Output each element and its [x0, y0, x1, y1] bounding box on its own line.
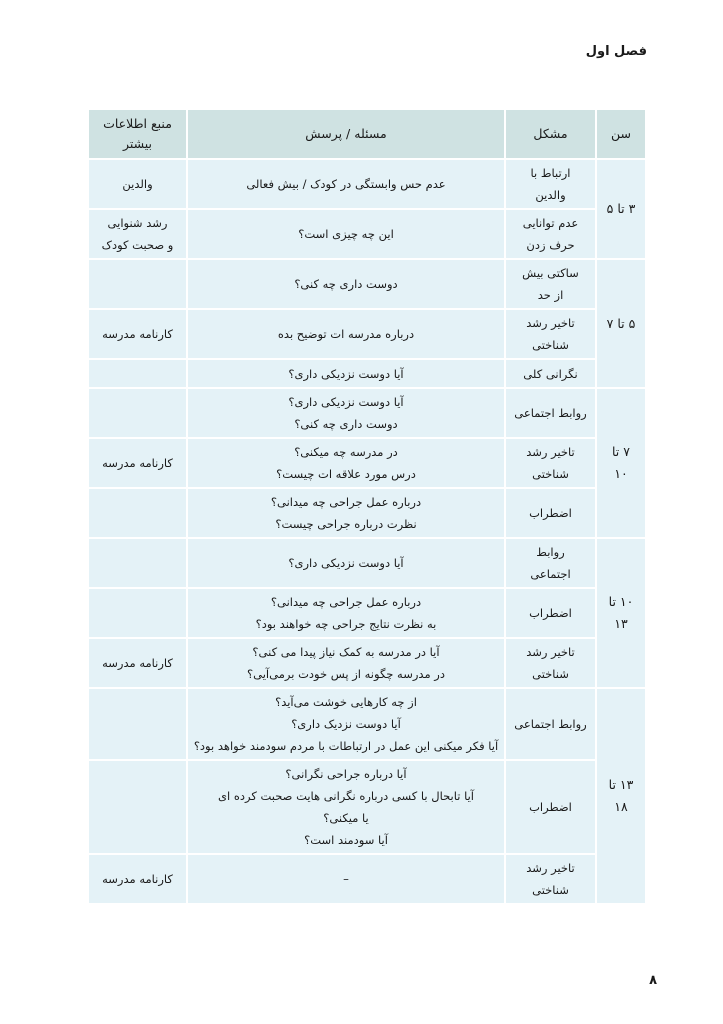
cell-line: به نظرت نتایج جراحی چه خواهند بود؟ — [255, 617, 437, 631]
source-cell — [88, 488, 187, 538]
cell-line: درس مورد علاقه ات چیست؟ — [276, 467, 416, 481]
cell-line: ۱۰ — [614, 466, 628, 481]
header-problem: مشکل — [505, 109, 596, 159]
table-row — [88, 388, 646, 438]
cell-line: کارنامه مدرسه — [102, 872, 173, 886]
cell-line: والدین — [122, 177, 153, 191]
age-cell — [596, 159, 646, 259]
cell-line: کارنامه مدرسه — [102, 327, 173, 341]
cell-line: کارنامه مدرسه — [102, 656, 173, 670]
cell-line: تاخیر رشد — [526, 316, 575, 330]
table-row — [88, 209, 646, 259]
cell-line: شناختی — [532, 883, 569, 897]
question-cell — [187, 588, 505, 638]
cell-line: تاخیر رشد — [526, 445, 575, 459]
question-cell — [187, 488, 505, 538]
cell-line: تاخیر رشد — [526, 645, 575, 659]
source-cell — [88, 438, 187, 488]
cell-line: و صحبت کودک — [101, 238, 174, 252]
source-cell — [88, 159, 187, 209]
cell-line: ارتباط با — [530, 166, 571, 180]
page-number: ۸ — [649, 973, 657, 988]
question-cell — [187, 209, 505, 259]
cell-line: اجتماعی — [530, 567, 571, 581]
cell-line: یا میکنی؟ — [323, 811, 369, 825]
cell-line: درباره عمل جراحی چه میدانی؟ — [270, 495, 422, 509]
cell-line: آیا تابحال با کسی درباره نگرانی هایت صحبت کرده ای — [217, 789, 475, 803]
problem-cell — [505, 438, 596, 488]
question-cell — [187, 309, 505, 359]
source-cell — [88, 760, 187, 854]
source-cell — [88, 259, 187, 309]
cell-line: حرف زدن — [526, 238, 575, 252]
cell-line: روابط — [536, 545, 565, 559]
cell-line: دوست داری چه کنی؟ — [294, 417, 398, 431]
source-cell — [88, 688, 187, 760]
header-question: مسئله / پرسش — [187, 109, 505, 159]
source-cell — [88, 588, 187, 638]
problem-cell — [505, 638, 596, 688]
cell-line: در مدرسه چگونه از پس خودت برمی‌آیی؟ — [247, 667, 445, 681]
cell-line: اضطراب — [529, 800, 572, 814]
cell-line: درباره عمل جراحی چه میدانی؟ — [270, 595, 422, 609]
cell-line: آیا فکر میکنی این عمل در ارتباطات با مردم سودمند خواهد بود؟ — [193, 739, 499, 753]
problem-cell — [505, 760, 596, 854]
problem-cell — [505, 488, 596, 538]
header-source — [88, 109, 187, 159]
cell-line: عدم حس وابستگی در کودک / بیش فعالی — [246, 177, 446, 191]
cell-line: اضطراب — [529, 606, 572, 620]
source-cell — [88, 388, 187, 438]
cell-line: رشد شنوایی — [107, 216, 168, 230]
age-guide-table — [87, 108, 647, 905]
question-cell — [187, 438, 505, 488]
cell-line: شناختی — [532, 467, 569, 481]
age-cell — [596, 688, 646, 904]
cell-line: ۱۸ — [614, 799, 628, 814]
cell-line: – — [343, 872, 349, 886]
source-cell — [88, 359, 187, 388]
table-row — [88, 638, 646, 688]
source-cell — [88, 209, 187, 259]
table-row — [88, 359, 646, 388]
cell-line: ۳ تا ۵ — [606, 201, 636, 216]
problem-cell — [505, 259, 596, 309]
source-cell — [88, 538, 187, 588]
cell-line: آیا دوست نزدیکی داری؟ — [288, 366, 404, 381]
source-cell — [88, 854, 187, 904]
cell-line: آیا دوست نزدیکی داری؟ — [288, 556, 404, 570]
question-cell — [187, 760, 505, 854]
age-cell — [596, 538, 646, 688]
table-body — [88, 159, 646, 904]
cell-line: تاخیر رشد — [526, 861, 575, 875]
table-row — [88, 438, 646, 488]
cell-line: روابط اجتماعی — [514, 406, 587, 420]
question-cell — [187, 259, 505, 309]
problem-cell — [505, 688, 596, 760]
cell-line: آیا سودمند است؟ — [304, 833, 388, 847]
cell-line: اضطراب — [529, 506, 572, 520]
problem-cell — [505, 588, 596, 638]
cell-line: شناختی — [532, 667, 569, 681]
table-row — [88, 488, 646, 538]
cell-line: آیا در مدرسه به کمک نیاز پیدا می کنی؟ — [252, 645, 440, 659]
problem-cell — [505, 388, 596, 438]
cell-line: ۱۳ تا — [608, 777, 634, 792]
age-cell — [596, 388, 646, 538]
cell-line: از چه کارهایی خوشت می‌آید؟ — [275, 695, 417, 709]
problem-cell — [505, 359, 596, 388]
cell-line: آیا دوست نزدیکی داری؟ — [288, 395, 404, 409]
header-source-line: منبع اطلاعات — [103, 116, 172, 131]
chapter-title: فصل اول — [585, 44, 647, 59]
cell-line: نگرانی کلی — [523, 366, 578, 381]
problem-cell — [505, 309, 596, 359]
problem-cell — [505, 854, 596, 904]
cell-line: روابط اجتماعی — [514, 717, 587, 731]
table-row — [88, 538, 646, 588]
table-row — [88, 588, 646, 638]
table-row — [88, 760, 646, 854]
question-cell — [187, 688, 505, 760]
cell-line: ۱۰ تا — [608, 594, 634, 609]
table-row — [88, 309, 646, 359]
question-cell — [187, 638, 505, 688]
cell-line: عدم توانایی — [522, 216, 579, 230]
cell-line: نظرت درباره جراحی چیست؟ — [275, 517, 417, 531]
cell-line: درباره مدرسه ات توضیح بده — [277, 327, 415, 341]
table-row — [88, 159, 646, 209]
problem-cell — [505, 159, 596, 209]
cell-line: این چه چیزی است؟ — [298, 227, 394, 241]
problem-cell — [505, 209, 596, 259]
question-cell — [187, 854, 505, 904]
question-cell — [187, 538, 505, 588]
source-cell — [88, 309, 187, 359]
cell-line: آیا درباره جراحی نگرانی؟ — [285, 767, 407, 781]
cell-line: ۷ تا — [612, 444, 630, 459]
cell-line: دوست داری چه کنی؟ — [294, 277, 398, 291]
cell-line: از حد — [537, 288, 564, 302]
cell-line: ۵ تا ۷ — [606, 315, 636, 331]
header-row — [88, 109, 646, 159]
cell-line: ساکتی بیش — [522, 266, 579, 280]
age-cell — [596, 259, 646, 388]
cell-line: والدین — [535, 188, 566, 202]
table-row — [88, 688, 646, 760]
header-source-line: بیشتر — [122, 136, 153, 151]
cell-line: شناختی — [532, 338, 569, 352]
cell-line: کارنامه مدرسه — [102, 456, 173, 470]
question-cell — [187, 388, 505, 438]
table-row — [88, 259, 646, 309]
header-age: سن — [596, 109, 646, 159]
source-cell — [88, 638, 187, 688]
cell-line: ۱۳ — [614, 616, 628, 631]
cell-line: آیا دوست نزدیک داری؟ — [291, 717, 401, 731]
question-cell — [187, 159, 505, 209]
question-cell — [187, 359, 505, 388]
problem-cell — [505, 538, 596, 588]
table-row — [88, 854, 646, 904]
cell-line: در مدرسه چه میکنی؟ — [294, 445, 398, 459]
